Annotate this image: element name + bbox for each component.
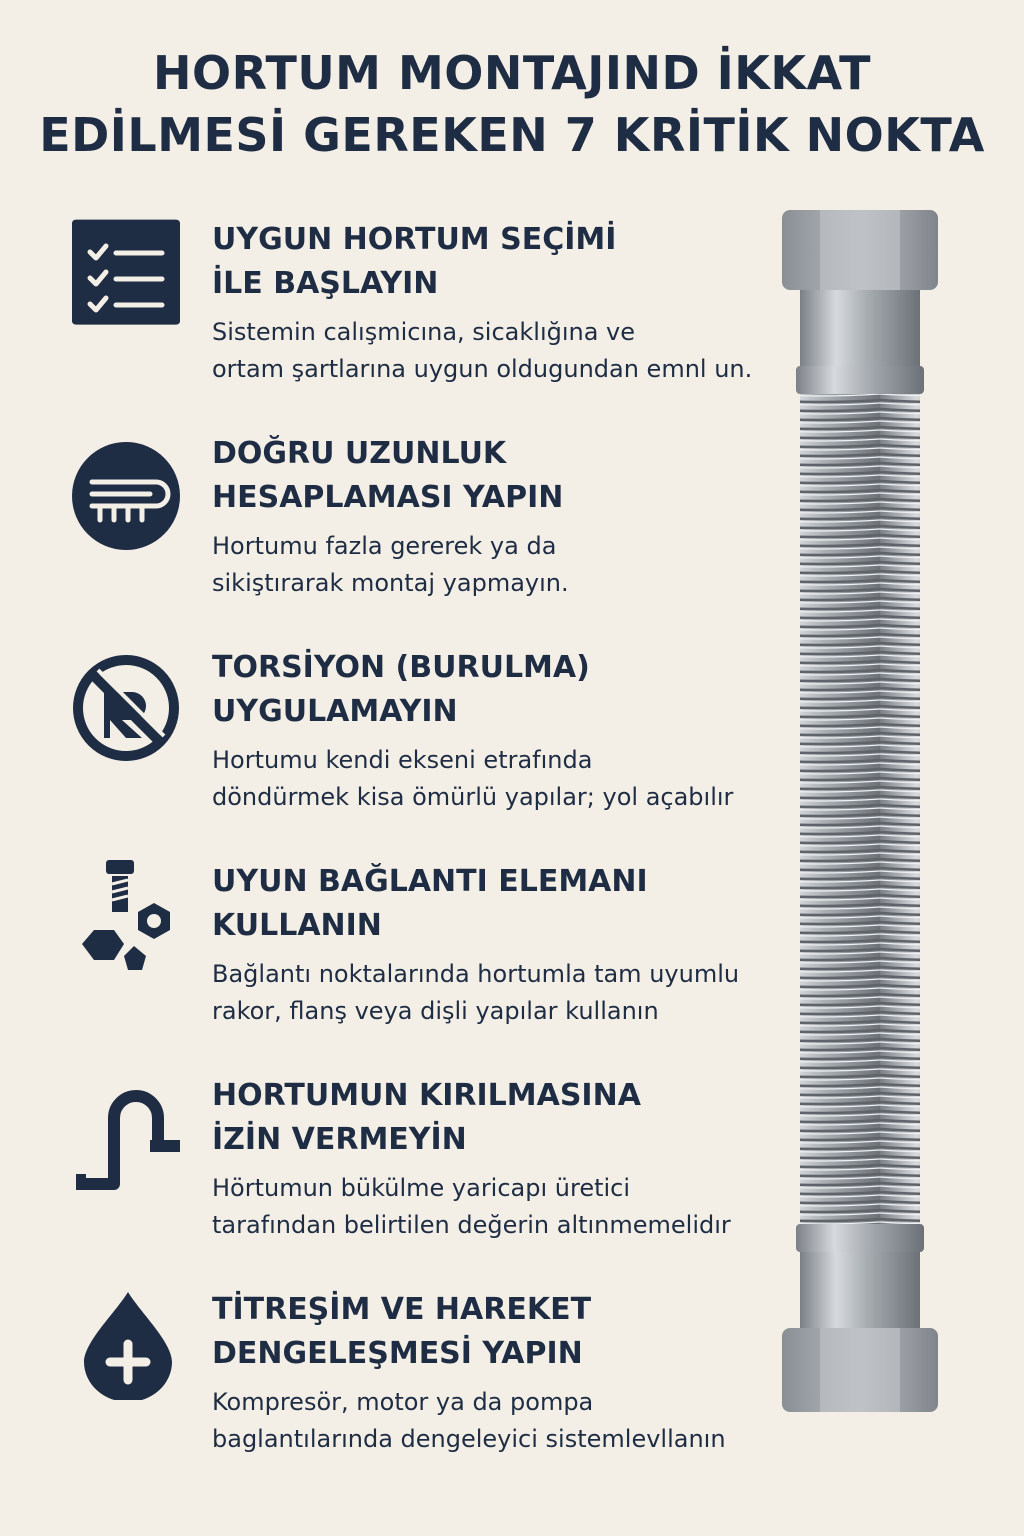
tip-item-kink bbox=[0, 1074, 790, 1274]
no-twist-icon bbox=[70, 652, 182, 764]
tip-text-line: döndürmek kisa ömürlü yapılar; yol açabılır bbox=[212, 783, 734, 811]
tip-heading-line: TORSİYON (BURULMA) bbox=[212, 650, 590, 685]
tip-heading bbox=[212, 1288, 591, 1376]
tip-heading-line: UYGUN HORTUM SEÇİMİ bbox=[212, 222, 617, 257]
page-title bbox=[0, 42, 1024, 166]
tip-text-line: Bağlantı noktalarında hortumla tam uyumlu bbox=[212, 960, 740, 988]
tip-heading bbox=[212, 860, 648, 948]
tip-heading bbox=[212, 432, 563, 520]
tip-text-line: sikiştırarak montaj yapmayın. bbox=[212, 569, 569, 597]
checklist-icon bbox=[70, 218, 182, 330]
tip-text-line: Hortumu fazla gererek ya da bbox=[212, 532, 557, 560]
tip-text-line: Sistemin calışmicına, sicaklığına ve bbox=[212, 318, 636, 346]
tip-item-torsion bbox=[0, 646, 790, 846]
tip-description bbox=[212, 956, 812, 1030]
tip-text-line: Kompresör, motor ya da pompa bbox=[212, 1388, 594, 1416]
tip-description bbox=[212, 314, 812, 388]
tip-heading bbox=[212, 646, 590, 734]
tip-text-line: tarafından belirtilen değerin altınmemelidır bbox=[212, 1211, 731, 1239]
tip-heading-line: İLE BAŞLAYIN bbox=[212, 266, 439, 301]
tip-heading-line: UYUN BAĞLANTI ELEMANI bbox=[212, 864, 648, 899]
drop-plus-icon bbox=[76, 1288, 188, 1400]
metal-hose-illustration bbox=[760, 200, 960, 1430]
length-measure-icon bbox=[70, 440, 182, 552]
tip-heading bbox=[212, 1074, 641, 1162]
title-line-2: EDİLMESİ GEREKEN 7 KRİTİK NOKTA bbox=[39, 108, 985, 162]
tip-heading-line: TİTREŞİM VE HAREKET bbox=[212, 1292, 592, 1327]
tip-item-vibration bbox=[0, 1288, 790, 1488]
bent-pipe-icon bbox=[70, 1078, 182, 1190]
tip-text-line: Hörtumun bükülme yaricapı üretici bbox=[212, 1174, 631, 1202]
tip-item-length bbox=[0, 432, 790, 632]
tip-heading-line: UYGULAMAYIN bbox=[212, 694, 458, 729]
tip-heading bbox=[212, 218, 616, 306]
tip-text-line: rakor, flanş veya dişli yapılar kullanın bbox=[212, 997, 659, 1025]
tip-description bbox=[212, 1170, 812, 1244]
tip-description bbox=[212, 1384, 812, 1458]
tip-description bbox=[212, 742, 812, 816]
tip-text-line: ortam şartlarına uygun oldugundan emnl un. bbox=[212, 355, 753, 383]
tip-item-selection bbox=[0, 218, 790, 418]
tip-heading-line: İZİN VERMEYİN bbox=[212, 1122, 467, 1157]
bolt-nut-icon bbox=[76, 860, 188, 972]
title-line-1: HORTUM MONTAJIND İKKAT bbox=[152, 46, 871, 100]
tip-item-fittings bbox=[0, 860, 790, 1060]
tip-text-line: baglantılarında dengeleyici sistemlevllanın bbox=[212, 1425, 726, 1453]
tip-heading-line: DOĞRU UZUNLUK bbox=[212, 436, 507, 471]
tip-heading-line: DENGELEŞMESİ YAPIN bbox=[212, 1336, 583, 1371]
tip-heading-line: HESAPLAMASI YAPIN bbox=[212, 480, 564, 515]
tip-heading-line: HORTUMUN KIRILMASINA bbox=[212, 1078, 641, 1113]
tip-heading-line: KULLANIN bbox=[212, 908, 382, 943]
tip-text-line: Hortumu kendi ekseni etrafında bbox=[212, 746, 593, 774]
tip-description bbox=[212, 528, 812, 602]
